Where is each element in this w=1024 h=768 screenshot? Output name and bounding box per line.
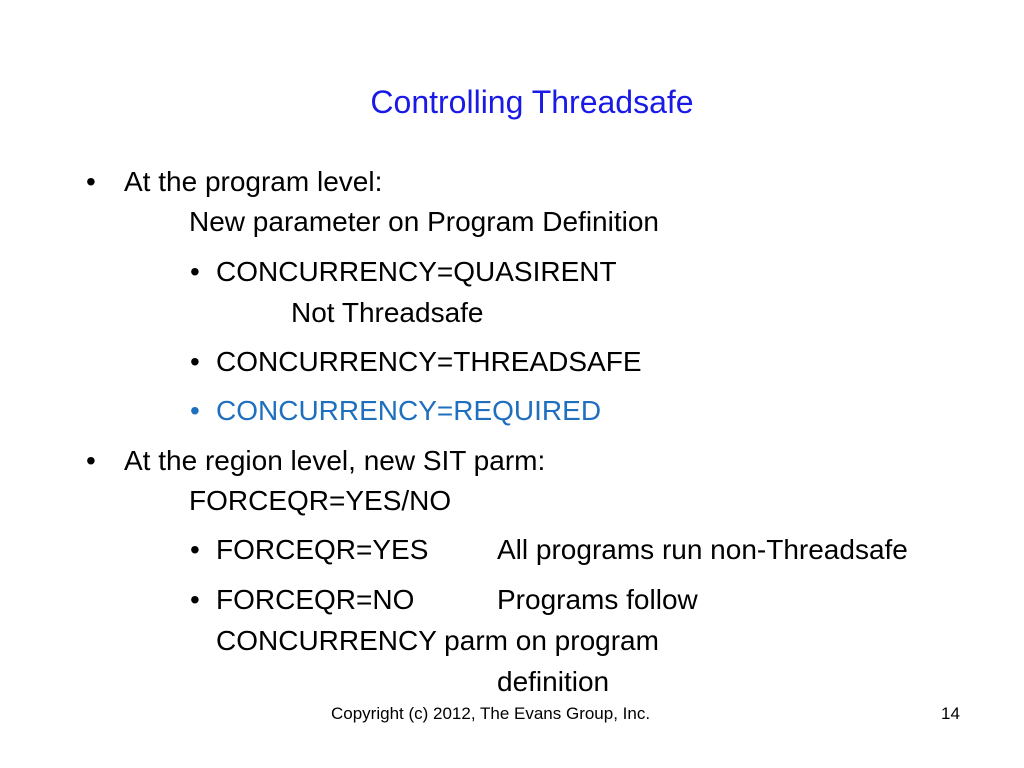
bullet-icon: •: [190, 534, 200, 565]
bullet-icon: •: [190, 584, 200, 615]
bullet-icon: •: [86, 166, 96, 197]
bullet-icon: •: [190, 395, 200, 426]
bullet-quasirent: CONCURRENCY=QUASIRENT: [216, 256, 617, 287]
forceqr-no-desc-3: definition: [497, 666, 610, 697]
footer-copyright: Copyright (c) 2012, The Evans Group, Inc.: [331, 704, 651, 723]
slide-title: Controlling Threadsafe: [370, 84, 694, 120]
forceqr-yes-desc: All programs run non-Threadsafe: [497, 534, 908, 565]
forceqr-no-desc-1: Programs follow: [497, 584, 698, 615]
bullet-program-level: At the program level:: [124, 166, 383, 197]
bullet-threadsafe: CONCURRENCY=THREADSAFE: [216, 346, 642, 377]
bullet-icon: •: [190, 346, 200, 377]
bullet-region-level: At the region level, new SIT parm:: [124, 445, 546, 476]
forceqr-no-desc-2: CONCURRENCY parm on program: [216, 625, 659, 656]
page-number: 14: [941, 704, 960, 723]
bullet-icon: •: [190, 256, 200, 287]
forceqr-note: FORCEQR=YES/NO: [189, 485, 452, 516]
bullet-forceqr-yes: FORCEQR=YES: [216, 534, 429, 565]
bullet-required: CONCURRENCY=REQUIRED: [216, 395, 602, 426]
quasirent-note: Not Threadsafe: [291, 297, 484, 328]
program-definition-note: New parameter on Program Definition: [189, 206, 659, 237]
bullet-icon: •: [86, 445, 96, 476]
bullet-forceqr-no: FORCEQR=NO: [216, 584, 415, 615]
